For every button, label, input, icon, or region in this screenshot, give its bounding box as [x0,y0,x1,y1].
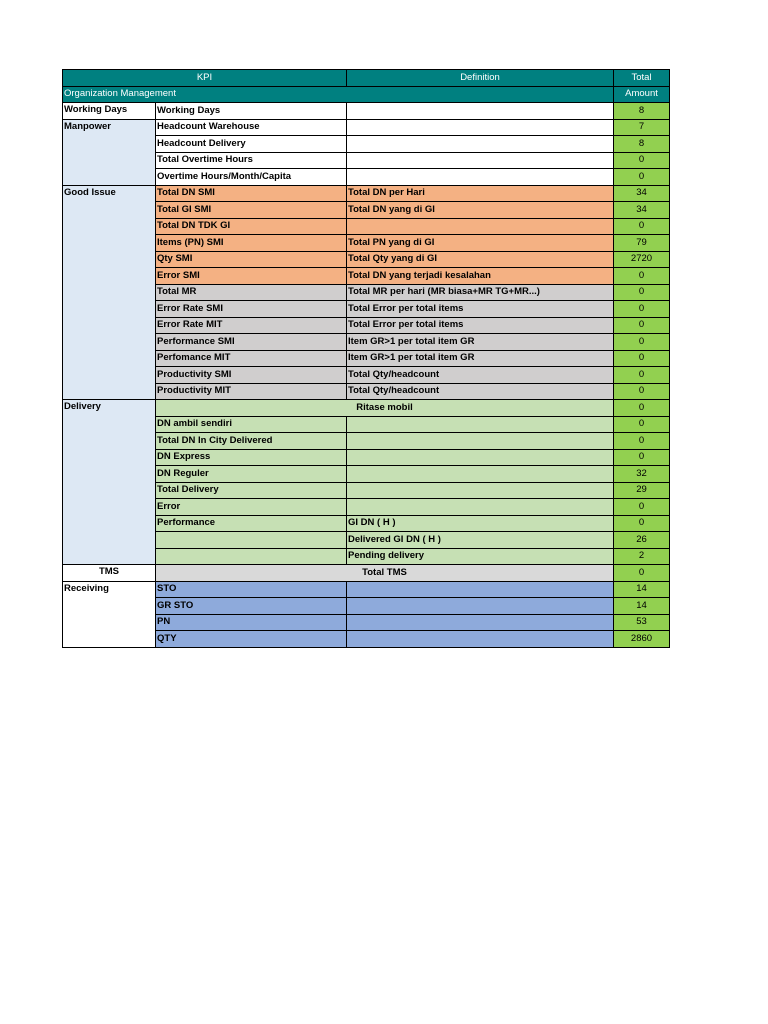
kpi-cell[interactable] [156,532,347,549]
kpi-cell[interactable]: QTY [156,631,347,648]
value-cell[interactable]: 0 [614,400,670,417]
kpi-cell[interactable]: Productivity SMI [156,367,347,384]
kpi-cell[interactable]: Total Overtime Hours [156,152,347,169]
kpi-cell[interactable]: GR STO [156,598,347,615]
definition-cell[interactable] [347,482,614,499]
header-total[interactable]: Total [614,70,670,87]
value-cell[interactable]: 0 [614,515,670,532]
definition-cell[interactable] [347,416,614,433]
kpi-cell[interactable]: PN [156,614,347,631]
definition-cell[interactable]: Total PN yang di GI [347,235,614,252]
definition-cell[interactable] [347,136,614,153]
definition-cell[interactable]: Item GR>1 per total item GR [347,350,614,367]
value-cell[interactable]: 0 [614,334,670,351]
group-tms[interactable]: TMS [63,565,156,582]
kpi-cell[interactable]: Total Delivery [156,482,347,499]
definition-cell[interactable] [347,598,614,615]
kpi-cell[interactable]: Total DN In City Delivered [156,433,347,450]
group-delivery[interactable]: Delivery [63,400,156,565]
definition-cell[interactable]: Total Qty/headcount [347,383,614,400]
header-row [63,70,670,87]
org-amount[interactable]: Amount [614,86,670,103]
value-cell[interactable]: 0 [614,284,670,301]
group-manpower[interactable]: Manpower [63,119,156,185]
definition-cell[interactable] [347,119,614,136]
table-row [63,119,670,136]
kpi-cell[interactable]: DN Reguler [156,466,347,483]
definition-cell[interactable] [347,433,614,450]
definition-cell[interactable]: Pending delivery [347,548,614,565]
value-cell[interactable]: 0 [614,499,670,516]
kpi-cell[interactable]: Ritase mobil [156,400,614,417]
kpi-cell[interactable]: Error SMI [156,268,347,285]
value-cell[interactable]: 7 [614,119,670,136]
table-row [63,103,670,120]
value-cell[interactable]: 2720 [614,251,670,268]
kpi-cell[interactable]: Error Rate MIT [156,317,347,334]
definition-cell[interactable] [347,152,614,169]
group-good-issue[interactable]: Good Issue [63,185,156,400]
kpi-cell[interactable]: DN ambil sendiri [156,416,347,433]
table-row [63,565,670,582]
value-cell[interactable]: 79 [614,235,670,252]
value-cell[interactable]: 0 [614,169,670,186]
value-cell[interactable]: 14 [614,581,670,598]
kpi-cell[interactable]: Performance SMI [156,334,347,351]
definition-cell[interactable]: GI DN ( H ) [347,515,614,532]
value-cell[interactable]: 0 [614,449,670,466]
table-row [63,581,670,598]
value-cell[interactable]: 0 [614,301,670,318]
value-cell[interactable]: 29 [614,482,670,499]
value-cell[interactable]: 32 [614,466,670,483]
definition-cell[interactable] [347,466,614,483]
definition-cell[interactable] [347,499,614,516]
value-cell[interactable]: 0 [614,416,670,433]
header-definition[interactable]: Definition [347,70,614,87]
group-working-days[interactable]: Working Days [63,103,156,120]
kpi-cell[interactable]: STO [156,581,347,598]
table-row [63,185,670,202]
definition-cell[interactable] [347,169,614,186]
definition-cell[interactable]: Total DN per Hari [347,185,614,202]
value-cell[interactable]: 0 [614,383,670,400]
value-cell[interactable]: 26 [614,532,670,549]
value-cell[interactable]: 0 [614,367,670,384]
kpi-cell[interactable]: Error [156,499,347,516]
value-cell[interactable]: 34 [614,202,670,219]
definition-cell[interactable]: Delivered GI DN ( H ) [347,532,614,549]
kpi-cell[interactable]: Working Days [156,103,347,120]
value-cell[interactable]: 2860 [614,631,670,648]
definition-cell[interactable]: Item GR>1 per total item GR [347,334,614,351]
kpi-cell[interactable]: Overtime Hours/Month/Capita [156,169,347,186]
org-row [63,86,670,103]
kpi-cell[interactable]: Items (PN) SMI [156,235,347,252]
value-cell[interactable]: 0 [614,218,670,235]
kpi-cell[interactable]: Total GI SMI [156,202,347,219]
kpi-table [62,69,670,648]
definition-cell[interactable] [347,103,614,120]
definition-cell[interactable] [347,449,614,466]
definition-cell[interactable]: Total DN yang terjadi kesalahan [347,268,614,285]
value-cell[interactable]: 0 [614,350,670,367]
definition-cell[interactable]: Total Qty yang di GI [347,251,614,268]
value-cell[interactable]: 0 [614,152,670,169]
value-cell[interactable]: 53 [614,614,670,631]
definition-cell[interactable]: Total DN yang di GI [347,202,614,219]
value-cell[interactable]: 8 [614,103,670,120]
table-row [63,400,670,417]
kpi-cell[interactable]: Qty SMI [156,251,347,268]
value-cell[interactable]: 34 [614,185,670,202]
value-cell[interactable]: 2 [614,548,670,565]
definition-cell[interactable] [347,614,614,631]
group-receiving[interactable]: Receiving [63,581,156,647]
definition-cell[interactable] [347,631,614,648]
definition-cell[interactable] [347,581,614,598]
value-cell[interactable]: 0 [614,317,670,334]
kpi-cell[interactable]: Total MR [156,284,347,301]
kpi-cell[interactable]: Perfomance MIT [156,350,347,367]
definition-cell[interactable] [347,218,614,235]
kpi-cell[interactable]: Productivity MIT [156,383,347,400]
definition-cell[interactable]: Total Error per total items [347,317,614,334]
kpi-cell[interactable]: Headcount Warehouse [156,119,347,136]
definition-cell[interactable]: Total Qty/headcount [347,367,614,384]
kpi-cell[interactable]: DN Express [156,449,347,466]
value-cell[interactable]: 8 [614,136,670,153]
value-cell[interactable]: 0 [614,433,670,450]
definition-cell[interactable]: Total Error per total items [347,301,614,318]
header-kpi[interactable]: KPI [63,70,347,87]
kpi-cell[interactable]: Performance [156,515,347,532]
kpi-cell[interactable]: Total TMS [156,565,614,582]
value-cell[interactable]: 0 [614,565,670,582]
org-label[interactable]: Organization Management [63,86,614,103]
kpi-cell[interactable]: Total DN TDK GI [156,218,347,235]
definition-cell[interactable]: Total MR per hari (MR biasa+MR TG+MR...) [347,284,614,301]
value-cell[interactable]: 0 [614,268,670,285]
kpi-cell[interactable]: Total DN SMI [156,185,347,202]
kpi-cell[interactable]: Error Rate SMI [156,301,347,318]
kpi-cell[interactable]: Headcount Delivery [156,136,347,153]
value-cell[interactable]: 14 [614,598,670,615]
kpi-cell[interactable] [156,548,347,565]
